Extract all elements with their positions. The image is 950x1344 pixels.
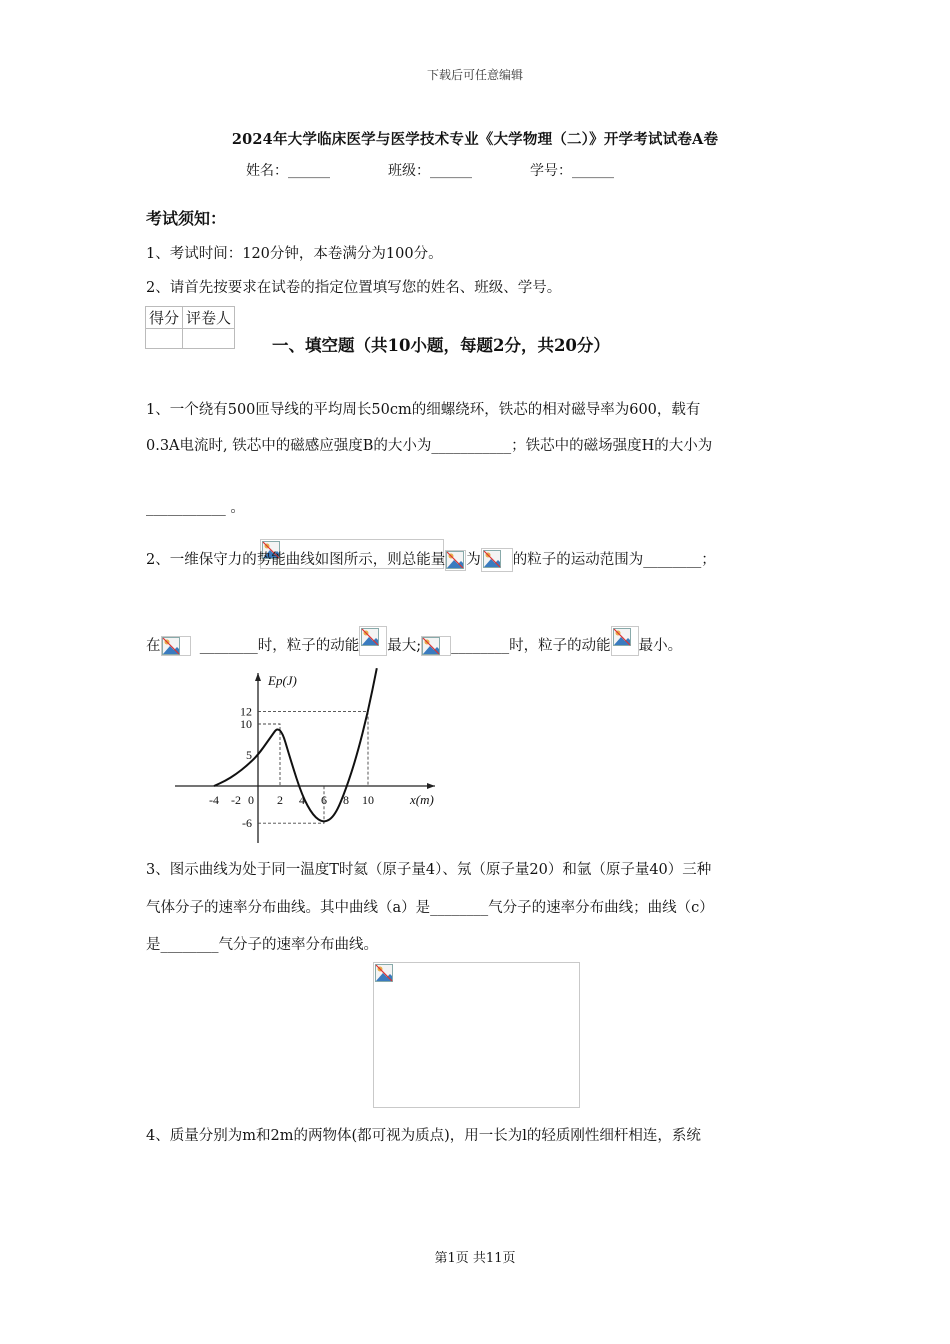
q2-text-b: 为 — [466, 552, 481, 568]
q2-text-g: ________时，粒子的动能 — [451, 638, 611, 654]
q3-line-1: 3、图示曲线为处于同一温度T时氦（原子量4）、氖（原子量20）和氩（原子量40）三种 — [146, 862, 712, 878]
y-axis-arrow — [255, 673, 261, 681]
broken-image-icon — [422, 637, 440, 655]
broken-image-icon — [613, 628, 631, 646]
grader-header: 评卷人 — [183, 307, 235, 329]
student-id-field: 学号：______ — [530, 163, 614, 179]
y-axis-label: Ep(J) — [268, 673, 297, 688]
q2-text-h: 最小。 — [638, 638, 683, 654]
notice-heading: 考试须知： — [146, 209, 227, 228]
q2-text-a: 2、一维保守力的势能曲线如图所示，则总能量 — [146, 552, 446, 568]
broken-image-icon — [375, 964, 393, 982]
broken-image-icon — [483, 550, 501, 568]
q4-line-1: 4、质量分别为m和2m的两物体(都可视为质点)，用一长为l的轻质刚性细杆相连，系统 — [146, 1128, 701, 1144]
name-field: 姓名：______ — [246, 163, 330, 179]
q2-formula-image-6 — [611, 626, 639, 656]
q2-formula-image-1 — [445, 550, 466, 571]
q1-line-2: 0.3A电流时, 铁芯中的磁感应强度B的大小为___________；铁芯中的磁场强度H的大小为 — [146, 438, 713, 454]
q2-text-d: 在 — [146, 638, 161, 654]
q2-formula-image-2 — [481, 548, 513, 572]
q1-line-1: 1、一个绕有500匝导线的平均周长50cm的细螺绕环，铁芯的相对磁导率为600，载有 — [146, 402, 701, 418]
y-tick-label: 10 — [240, 717, 252, 731]
class-field: 班级：______ — [388, 163, 472, 179]
notice-item-1: 1、考试时间：120分钟，本卷满分为100分。 — [146, 246, 443, 262]
page-header-note: 下载后可任意编辑 — [426, 68, 523, 82]
y-tick-label: 5 — [246, 748, 252, 762]
x-tick-label: 8 — [343, 793, 349, 807]
page-footer: 第1页 共11页 — [434, 1251, 516, 1266]
q1-line-3: ___________ 。 — [146, 500, 245, 516]
x-axis-arrow — [427, 783, 435, 789]
x-axis-label: x(m) — [410, 792, 434, 807]
q2-text-f: 最大; — [387, 638, 422, 654]
notice-item-2: 2、请首先按要求在试卷的指定位置填写您的姓名、班级、学号。 — [146, 280, 562, 296]
x-tick-label: 4 — [299, 793, 305, 807]
q3-line-2: 气体分子的速率分布曲线。其中曲线（a）是________气分子的速率分布曲线；曲线（c） — [146, 900, 714, 916]
score-header: 得分 — [146, 307, 183, 329]
q3-line-3: 是________气分子的速率分布曲线。 — [146, 937, 378, 953]
q2-formula-image-5 — [421, 636, 451, 656]
section-1-title: 一、填空题（共10小题，每题2分，共20分） — [272, 336, 610, 355]
broken-image-icon — [162, 637, 180, 655]
guide-line-10 — [258, 724, 280, 786]
y-tick-label: 12 — [240, 704, 252, 719]
x-tick-label: -4 — [209, 793, 219, 807]
broken-image-icon — [361, 628, 379, 646]
q2-formula-image-4 — [359, 626, 387, 656]
score-table — [145, 306, 235, 349]
score-cell — [146, 329, 183, 349]
exam-title: 2024年大学临床医学与医学技术专业《大学物理（二）》开学考试试卷A卷 — [231, 131, 719, 148]
q2-line-2 — [146, 626, 682, 656]
x-tick-label: 6 — [321, 793, 327, 807]
q2-text-c: 的粒子的运动范围为________； — [512, 552, 716, 568]
q2-formula-image-3 — [161, 636, 191, 656]
q2-line-1 — [146, 548, 716, 572]
guide-line-minus-6 — [258, 786, 324, 823]
grader-cell — [183, 329, 235, 349]
q2-text-e: ________时，粒子的动能 — [199, 638, 360, 654]
broken-image-icon — [446, 551, 464, 569]
q3-speed-distribution-image — [373, 962, 580, 1108]
potential-energy-chart — [170, 665, 450, 850]
y-tick-label: -6 — [242, 816, 252, 831]
x-tick-label: 10 — [362, 793, 374, 807]
x-tick-label: -2 — [231, 793, 241, 807]
x-tick-label: 2 — [277, 793, 283, 807]
x-tick-label: 0 — [248, 793, 254, 807]
